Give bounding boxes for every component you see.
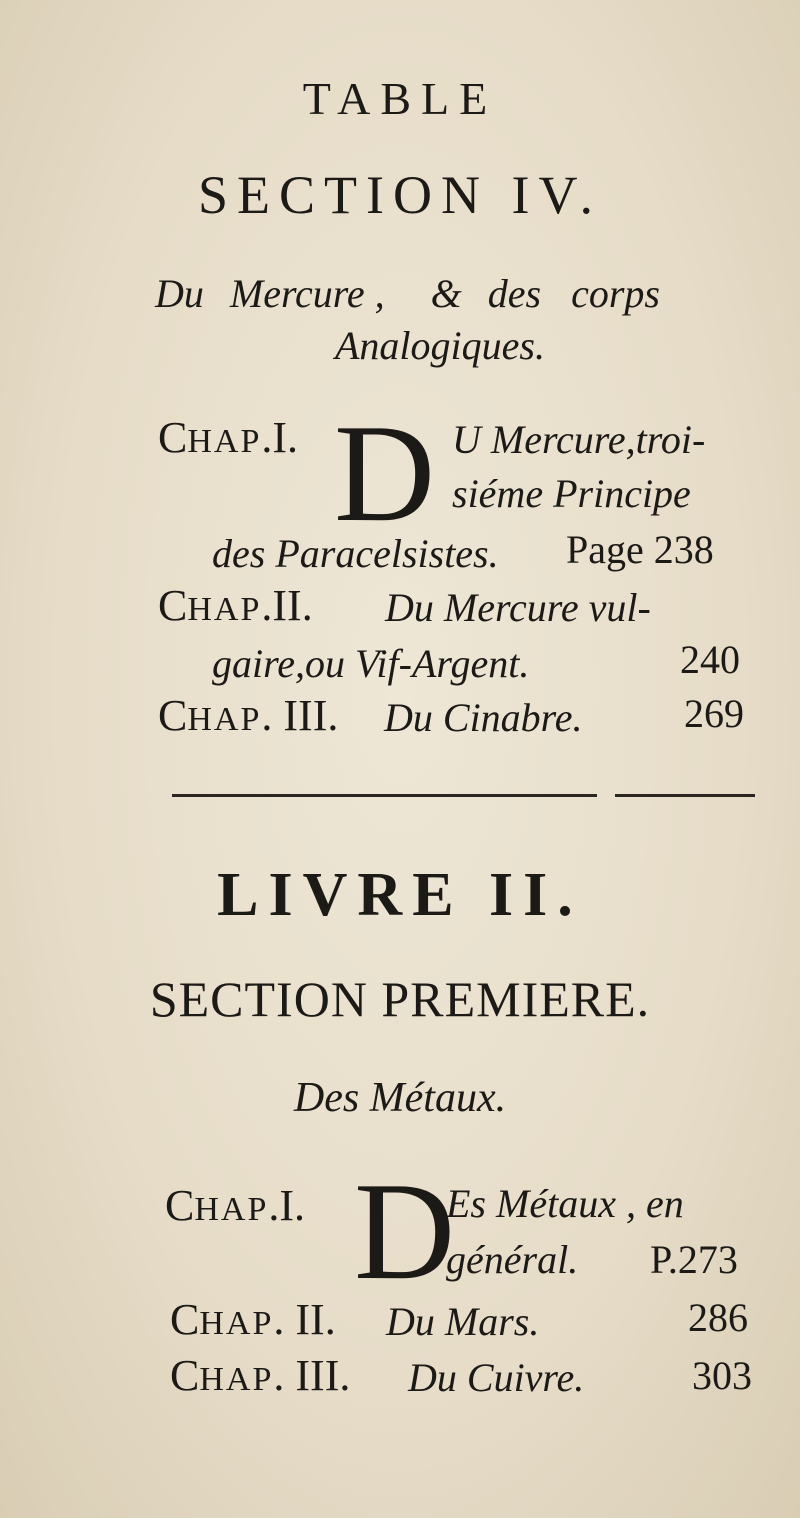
section-subtitle-line2: Analogiques.: [335, 323, 545, 368]
chapter-label: CHAP. III.: [158, 691, 339, 740]
page-number: 269: [684, 691, 744, 736]
chapter-label: CHAP.II.: [158, 581, 313, 630]
chapter-title-line: des Paracelsistes.: [212, 531, 499, 576]
chapter-title-line: gaire,ou Vif-Argent.: [212, 641, 530, 686]
subtitle-word: des: [487, 271, 542, 316]
chapter-title-line: U Mercure,troi-: [452, 417, 706, 462]
page-number: 286: [688, 1295, 748, 1340]
running-title: TABLE: [302, 73, 498, 124]
subtitle-word: corps: [571, 271, 660, 316]
chapter-title-line: Du Cuivre.: [408, 1355, 585, 1400]
section-subtitle: [155, 270, 660, 317]
section-heading: SECTION PREMIERE.: [149, 971, 651, 1027]
page-number: 240: [680, 637, 740, 682]
chapter-title-line: Du Mercure vul-: [385, 585, 651, 630]
subtitle-word: Du: [155, 271, 204, 316]
chapter-label: CHAP.I.: [165, 1181, 306, 1230]
page-number: 303: [692, 1353, 752, 1398]
subtitle-word: Mercure ,: [229, 271, 385, 316]
drop-capital: D: [334, 396, 436, 551]
page-number: P.273: [650, 1237, 738, 1282]
chapter-title-line: Es Métaux , en: [446, 1181, 684, 1226]
divider-rule: [172, 794, 597, 797]
chapter-title-line: Du Cinabre.: [384, 695, 583, 740]
chapter-title-line: Du Mars.: [386, 1299, 540, 1344]
chapter-label: CHAP.I.: [158, 413, 299, 462]
section-heading: SECTION IV.: [197, 165, 602, 225]
drop-capital: D: [354, 1154, 456, 1309]
divider-rule: [615, 794, 755, 797]
section-subtitle: Des Métaux.: [293, 1075, 507, 1121]
chapter-title-line: général.: [446, 1237, 579, 1282]
chapter-label: CHAP. III.: [170, 1351, 351, 1400]
chapter-label: CHAP. II.: [170, 1295, 336, 1344]
page-number: Page 238: [566, 527, 714, 572]
chapter-title-line: siéme Principe: [452, 471, 691, 516]
book-heading: LIVRE II.: [217, 861, 583, 929]
subtitle-word: &: [430, 271, 462, 316]
